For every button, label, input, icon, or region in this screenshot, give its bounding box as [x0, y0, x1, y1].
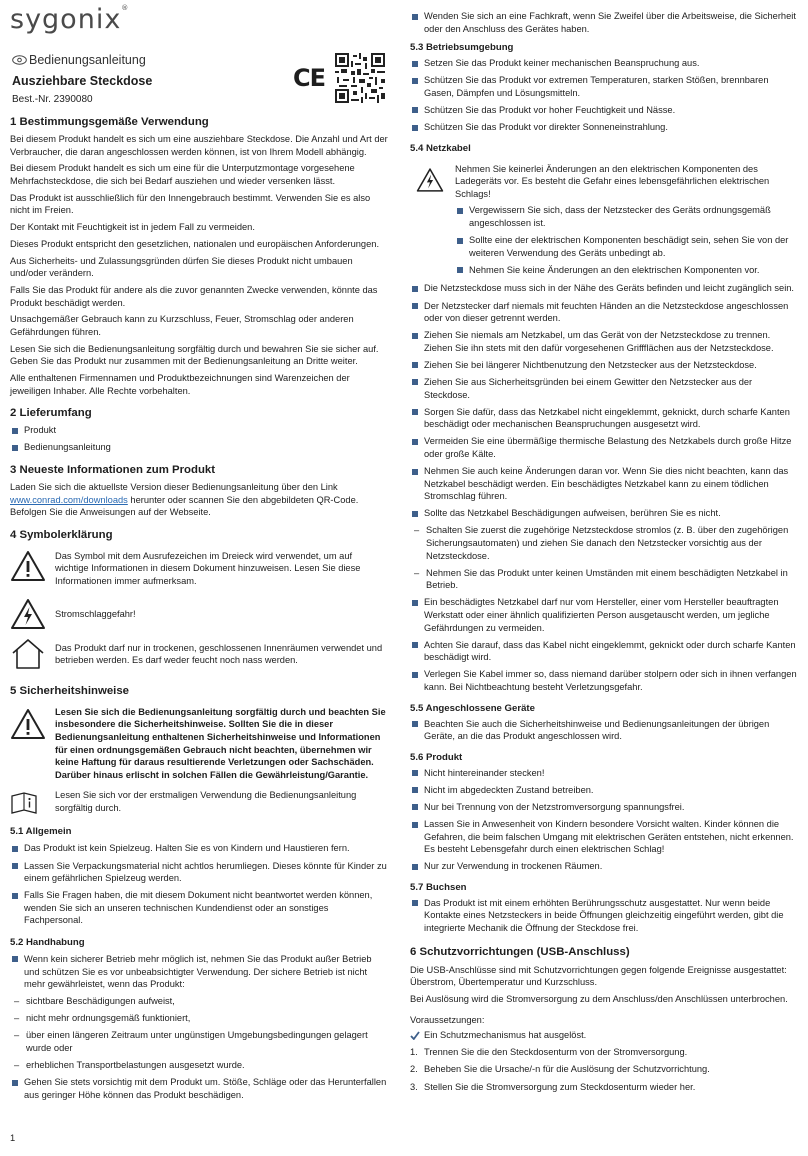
- list-item: Beachten Sie auch die Sicherheitshinweise und Bedienungsanleitungen der übrigen Geräte, an die das Produkt angeschlossen wird.: [410, 718, 798, 743]
- s1-paragraph: Das Produkt ist ausschließlich für den Innengebrauch bestimmt. Verwenden Sie es also nicht im Freien.: [10, 192, 371, 216]
- bullet-square-icon: [457, 267, 463, 273]
- bullet-square-icon: [412, 14, 418, 20]
- bullet-square-icon: [412, 78, 418, 84]
- s1-paragraph: Unsachgemäßer Gebrauch kann zu Kurzschluss, Feuer, Stromschlag oder anderen Gefährdungen führen.: [10, 314, 354, 338]
- electric-shock-icon: [10, 598, 46, 630]
- bullet-square-icon: [412, 672, 418, 678]
- order-number: Best.-Nr. 2390080: [12, 94, 93, 105]
- section-3-heading: 3 Neueste Informationen zum Produkt: [10, 464, 216, 477]
- bullet-square-icon: [412, 864, 418, 870]
- bullet-square-icon: [412, 721, 418, 727]
- bullet-square-icon: [12, 428, 18, 434]
- list-item: Schützen Sie das Produkt vor hoher Feuchtigkeit und Nässe.: [410, 104, 798, 117]
- bullet-square-icon: [412, 469, 418, 475]
- checkmark-icon: [410, 1031, 420, 1040]
- list-item: Bedienungsanleitung: [10, 441, 388, 454]
- s1-paragraph: Alle enthaltenen Firmennamen und Produktbezeichnungen sind Warenzeichen der jeweiligen Inhaber. Alle Rechte vorbehalten.: [10, 373, 350, 396]
- list-item: Ein beschädigtes Netzkabel darf nur vom Hersteller, einer vom Hersteller beauftragten Werkstatt oder einer ähnlich qualifizierten Person ausgetauscht werden, um jegliche Gefährdungen zu vermeiden.: [410, 596, 798, 634]
- dash-item: – erheblichen Transportbelastungen ausgesetzt wurde.: [10, 1059, 388, 1072]
- s6-paragraph: Die USB-Anschlüsse sind mit Schutzvorrichtungen gegen folgende Ereignisse ausgestattet: Überstrom, Übertemperatur und Kurzschluss.: [410, 964, 787, 988]
- list-item: Nehmen Sie auch keine Änderungen daran vor. Wenn Sie dies nicht beachten, kann das Netzkabel beschädigt werden. Ein beschädigtes Netzkabel kann zu einem tödlichen Stromschlag führen.: [410, 465, 798, 503]
- list-item: Lassen Sie in Anwesenheit von Kindern besondere Vorsicht walten. Kinder können die Gefahren, die beim falschen Umgang mit elektrischen Geräten entstehen, nicht erkennen. Es besteht Lebensgefahr durch einen elektrischen Schlag!: [410, 818, 798, 856]
- brand-logo: sygonix®: [10, 4, 130, 35]
- bullet-square-icon: [412, 61, 418, 67]
- bullet-square-icon: [12, 846, 18, 852]
- s1-paragraph: Bei diesem Produkt handelt es sich um eine für die Unterputzmontage vorgesehene Mehrfachsteckdose, die sich bei Bedarf ausziehen und wieder versenken lässt.: [10, 163, 355, 186]
- bullet-square-icon: [412, 409, 418, 415]
- product-title: Ausziehbare Steckdose: [12, 74, 153, 88]
- list-item: Ziehen Sie niemals am Netzkabel, um das Gerät von der Netzsteckdose zu trennen. Ziehen Sie ihn stets mit den dafür vorgesehenen Griffflächen aus der Netzsteckdose.: [410, 329, 798, 354]
- bullet-square-icon: [412, 362, 418, 368]
- list-item: Nehmen Sie keine Änderungen an den elektrischen Komponenten vor.: [455, 264, 798, 277]
- prerequisites-label: Voraussetzungen:: [410, 1014, 485, 1025]
- section-5-6-heading: 5.6 Produkt: [410, 751, 463, 763]
- s3-paragraph: Laden Sie sich die aktuellste Version dieser Bedienungsanleitung über den Link www.conrad.com/downloads herunter oder scannen Sie den abgebildeten QR-Code. Befolgen Sie die Anweisungen auf der Webseite.: [10, 482, 359, 518]
- house-indoor-icon: [10, 638, 46, 670]
- section-5-heading: 5 Sicherheitshinweise: [10, 684, 130, 697]
- electric-shock-icon: [416, 167, 444, 193]
- safety-warning-text: Lesen Sie sich die Bedienungsanleitung sorgfältig durch und beachten Sie insbesondere die Sicherheitshinweise. Sollten Sie die in dieser Bedienungsanleitung enthaltenen Sicherheitshinweise und Informationen für einen ordnungsgemäßen Gebrauch nicht beachten, übernehmen wir keine Haftung für daraus resultierende Verletzungen oder Sachschäden. Darüber hinaus erlischt in solchen Fällen die Gewährleistung/Garantie.: [55, 706, 386, 780]
- bullet-square-icon: [412, 286, 418, 292]
- list-item: Die Netzsteckdose muss sich in der Nähe des Geräts befinden und leicht zugänglich sein.: [410, 282, 798, 295]
- list-item: Produkt: [10, 424, 388, 437]
- downloads-link[interactable]: www.conrad.com/downloads: [10, 494, 128, 505]
- bullet-square-icon: [412, 770, 418, 776]
- symbol-shock-row: [10, 598, 388, 632]
- bullet-square-icon: [412, 379, 418, 385]
- step-item: 2. Beheben Sie die Ursache/-n für die Auslösung der Schutzvorrichtung.: [410, 1064, 710, 1075]
- bullet-square-icon: [412, 333, 418, 339]
- list-item: Nicht hintereinander stecken!: [410, 767, 798, 780]
- bullet-square-icon: [457, 208, 463, 214]
- page-number: 1: [10, 1133, 16, 1143]
- safety-warning-block: [10, 706, 388, 782]
- list-item: Schützen Sie das Produkt vor extremen Temperaturen, starken Stößen, brennbaren Gasen, Dämpfen und Lösungsmitteln.: [410, 74, 798, 99]
- warning-triangle-icon: [10, 708, 46, 740]
- symbol-warning-text: Das Symbol mit dem Ausrufezeichen im Dreieck wird verwendet, um auf wichtige Informationen in diesem Dokument hinzuweisen. Lesen Sie diese Informationen immer aufmerksam.: [55, 550, 361, 587]
- right-column: [410, 10, 798, 1098]
- bullet-square-icon: [12, 863, 18, 869]
- bullet-square-icon: [457, 238, 463, 244]
- list-item: Vermeiden Sie eine übermäßige thermische Belastung des Netzkabels durch große Hitze oder große Kälte.: [410, 435, 798, 460]
- list-item: Ziehen Sie bei längerer Nichtbenutzung den Netzstecker aus der Netzsteckdose.: [410, 359, 798, 372]
- list-item: Gehen Sie stets vorsichtig mit dem Produkt um. Stöße, Schläge oder das Herunterfallen aus geringer Höhe können das Produkt beschädigen.: [10, 1076, 388, 1101]
- section-5-1-heading: 5.1 Allgemein: [10, 826, 72, 838]
- bullet-square-icon: [412, 107, 418, 113]
- netzkabel-warning-text: Nehmen Sie keinerlei Änderungen an den elektrischen Komponenten des Ladegeräts vor. Es besteht die Gefahr eines lebensgefährlichen elektrischen Schlags!: [455, 163, 770, 199]
- dash-item: – nicht mehr ordnungsgemäß funktioniert,: [10, 1012, 388, 1025]
- list-item: Wenn kein sicherer Betrieb mehr möglich ist, nehmen Sie das Produkt außer Betrieb und schützen Sie es vor unbeabsichtigter Verwendung. Der sichere Betrieb ist nicht mehr gewährleistet, wenn das Produkt:: [10, 953, 388, 991]
- s1-paragraph: Bei diesem Produkt handelt es sich um eine ausziehbare Steckdose. Die Anzahl und Art der Verbraucher, die daran angeschlossen werden können, ist von Ihrem Modell abhängig.: [10, 134, 388, 157]
- dash-item: – Schalten Sie zuerst die zugehörige Netzsteckdose stromlos (z. B. über den zugehörigen Sicherungsautomaten) und ziehen Sie danach den Netzstecker vorsichtig aus der Netzsteckdose.: [410, 524, 798, 562]
- bullet-square-icon: [12, 445, 18, 451]
- dash-item: – sichtbare Beschädigungen aufweist,: [10, 995, 388, 1008]
- list-item: Das Produkt ist kein Spielzeug. Halten Sie es von Kindern und Haustieren fern.: [10, 842, 388, 855]
- list-item: Achten Sie darauf, dass das Kabel nicht eingeklemmt, geknickt oder durch scharfe Kanten beschädigt wird.: [410, 639, 798, 664]
- list-item: Wenden Sie sich an eine Fachkraft, wenn Sie Zweifel über die Arbeitsweise, die Sicherheit oder den Anschluss des Gerätes haben.: [410, 10, 798, 35]
- bullet-square-icon: [412, 642, 418, 648]
- section-2-heading: 2 Lieferumfang: [10, 407, 92, 420]
- list-item: Vergewissern Sie sich, dass der Netzstecker des Geräts ordnungsgemäß angeschlossen ist.: [455, 204, 798, 229]
- symbol-indoor-text: Das Produkt darf nur in trockenen, geschlossenen Innenräumen verwendet und betrieben werden. Es darf weder feucht noch nass werden.: [55, 642, 383, 666]
- check-item: Ein Schutzmechanismus hat ausgelöst.: [410, 1029, 798, 1042]
- list-item: Nicht im abgedeckten Zustand betreiben.: [410, 784, 798, 797]
- symbol-indoor-row: [10, 638, 388, 674]
- bullet-square-icon: [12, 1080, 18, 1086]
- s1-paragraph: Aus Sicherheits- und Zulassungsgründen dürfen Sie dieses Produkt nicht umbauen und/oder verändern.: [10, 255, 353, 279]
- list-item: Ziehen Sie aus Sicherheitsgründen bei einem Gewitter den Netzstecker aus der Steckdose.: [410, 376, 798, 401]
- bullet-square-icon: [412, 303, 418, 309]
- section-5-2-heading: 5.2 Handhabung: [10, 936, 85, 948]
- left-column: [10, 0, 388, 1106]
- bullet-square-icon: [412, 822, 418, 828]
- bullet-square-icon: [412, 600, 418, 606]
- list-item: Sollte eine der elektrischen Komponenten beschädigt sein, sehen Sie von der weiteren Verwendung des Geräts unbedingt ab.: [455, 234, 798, 259]
- bullet-square-icon: [412, 900, 418, 906]
- s6-paragraph: Bei Auslösung wird die Stromversorgung zu dem Anschluss/den Anschlüssen unterbrochen.: [410, 994, 788, 1005]
- eye-icon: [12, 55, 27, 65]
- list-item: Schützen Sie das Produkt vor direkter Sonneneinstrahlung.: [410, 121, 798, 134]
- s1-paragraph: Der Kontakt mit Feuchtigkeit ist in jedem Fall zu vermeiden.: [10, 222, 255, 233]
- bullet-square-icon: [12, 893, 18, 899]
- list-item: Sollte das Netzkabel Beschädigungen aufweisen, berühren Sie es nicht.: [410, 507, 798, 520]
- list-item: Der Netzstecker darf niemals mit feuchten Händen an die Netzsteckdose angeschlossen oder von dieser getrennt werden.: [410, 300, 798, 325]
- read-manual-text: Lesen Sie sich vor der erstmaligen Verwendung die Bedienungsanleitung sorgfältig durch.: [55, 790, 357, 813]
- bullet-square-icon: [412, 804, 418, 810]
- bullet-square-icon: [412, 511, 418, 517]
- list-item: Setzen Sie das Produkt keiner mechanischen Beanspruchung aus.: [410, 57, 798, 70]
- list-item: Das Produkt ist mit einem erhöhten Berührungsschutz ausgestattet. Nur wenn beide Kontakte eines Netzsteckers in beide Öffnungen gleichzeitig eingeführt werden, gibt die integrierte Mechanik die Öffnung der Steckdose frei.: [410, 897, 798, 935]
- list-item: Verlegen Sie Kabel immer so, dass niemand darüber stolpern oder sich in ihnen verfangen kann. Bei Nichtbeachtung besteht Verletzungsgefahr.: [410, 668, 798, 693]
- section-5-3-heading: 5.3 Betriebsumgebung: [410, 42, 514, 54]
- document-header: [10, 0, 388, 115]
- list-item: Lassen Sie Verpackungsmaterial nicht achtlos herumliegen. Dieses könnte für Kinder zu einem gefährlichen Spielzeug werden.: [10, 860, 388, 885]
- bullet-square-icon: [412, 125, 418, 131]
- section-6-heading: 6 Schutzvorrichtungen (USB-Anschluss): [410, 945, 630, 958]
- s1-paragraph: Lesen Sie sich die Bedienungsanleitung sorgfältig durch und bewahren Sie sie sicher auf. Geben Sie das Produkt nur zusammen mit der Bedienungsanleitung an Dritte weiter.: [10, 343, 379, 367]
- symbol-warning-row: [10, 550, 388, 592]
- qr-code-icon: [335, 53, 385, 103]
- warning-triangle-icon: [10, 550, 46, 582]
- ce-mark: CE: [293, 64, 326, 92]
- symbol-shock-text: Stromschlaggefahr!: [55, 608, 136, 619]
- dash-item: – Nehmen Sie das Produkt unter keinen Umständen mit einem beschädigten Netzkabel in Betrieb.: [410, 567, 798, 592]
- s1-paragraph: Dieses Produkt entspricht den gesetzlichen, nationalen und europäischen Anforderungen.: [10, 238, 380, 249]
- bullet-square-icon: [412, 439, 418, 445]
- step-item: 3. Stellen Sie die Stromversorgung zum Steckdosenturm wieder her.: [410, 1081, 696, 1092]
- section-5-5-heading: 5.5 Angeschlossene Geräte: [410, 702, 535, 714]
- dash-item: – über einen längeren Zeitraum unter ungünstigen Umgebungsbedingungen gelagert wurde oder: [10, 1029, 388, 1054]
- section-4-heading: 4 Symbolerklärung: [10, 528, 113, 541]
- section-1-heading: 1 Bestimmungsgemäße Verwendung: [10, 116, 209, 128]
- section-5-7-heading: 5.7 Buchsen: [410, 881, 467, 893]
- step-item: 1. Trennen Sie die den Steckdosenturm von der Stromversorgung.: [410, 1047, 688, 1058]
- section-5-4-heading: 5.4 Netzkabel: [410, 142, 471, 154]
- read-manual-block: [10, 789, 388, 817]
- s1-paragraph: Falls Sie das Produkt für andere als die zuvor genannten Zwecke verwenden, könnte das Produkt beschädigt werden.: [10, 285, 378, 308]
- list-item: Falls Sie Fragen haben, die mit diesem Dokument nicht beantwortet werden können, wenden Sie sich an unseren technischen Kundendienst oder an sonstiges Fachpersonal.: [10, 889, 388, 927]
- list-item: Sorgen Sie dafür, dass das Netzkabel nicht eingeklemmt, geknickt, durch scharfe Kanten beschädigt oder mechanischen Beanspruchungen ausgesetzt wird.: [410, 406, 798, 431]
- manual-label: Bedienungsanleitung: [12, 53, 146, 67]
- netzkabel-warning-block: [410, 163, 798, 277]
- bullet-square-icon: [412, 787, 418, 793]
- bullet-square-icon: [12, 956, 18, 962]
- read-manual-icon: [10, 791, 38, 815]
- list-item: Nur bei Trennung von der Netzstromversorgung spannungsfrei.: [410, 801, 798, 814]
- list-item: Nur zur Verwendung in trockenen Räumen.: [410, 860, 798, 873]
